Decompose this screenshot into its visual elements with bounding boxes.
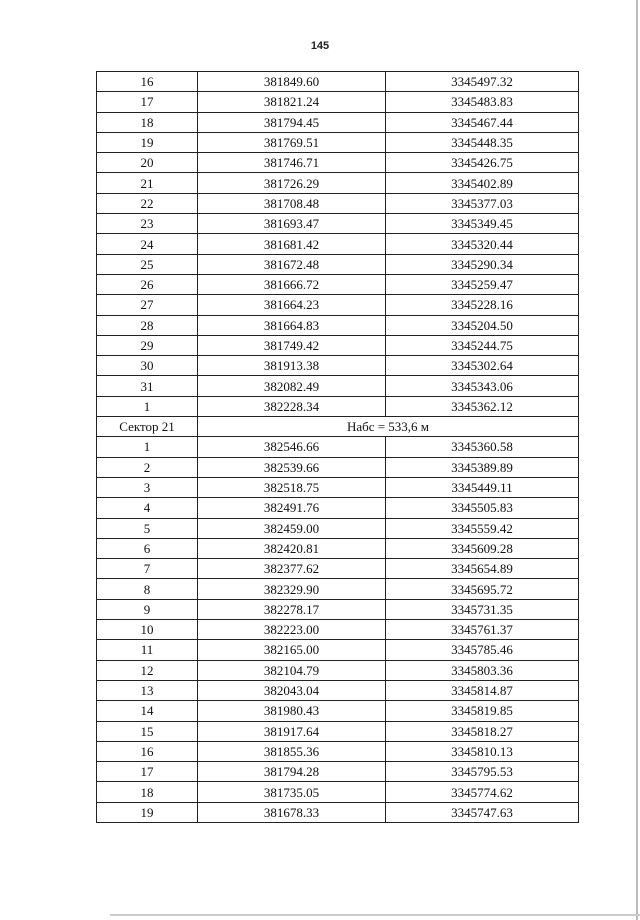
coordinate-x: 381708.48 bbox=[198, 193, 386, 213]
coordinate-y: 3345654.89 bbox=[386, 559, 579, 579]
point-number: 10 bbox=[97, 620, 198, 640]
coordinate-y: 3345810.13 bbox=[386, 741, 579, 761]
table-row bbox=[97, 741, 579, 761]
coordinate-y: 3345795.53 bbox=[386, 762, 579, 782]
point-number: 19 bbox=[97, 132, 198, 152]
coordinate-x: 381746.71 bbox=[198, 153, 386, 173]
point-number: 17 bbox=[97, 92, 198, 112]
coordinate-y: 3345803.36 bbox=[386, 660, 579, 680]
coordinate-x: 381917.64 bbox=[198, 721, 386, 741]
table-row bbox=[97, 132, 579, 152]
sector-absolute-height: Набс = 533,6 м bbox=[198, 417, 579, 437]
coordinate-x: 381749.42 bbox=[198, 335, 386, 355]
coordinate-x: 381664.83 bbox=[198, 315, 386, 335]
point-number: 9 bbox=[97, 599, 198, 619]
coordinate-x: 382165.00 bbox=[198, 640, 386, 660]
table-row bbox=[97, 721, 579, 741]
coordinates-table bbox=[96, 71, 579, 823]
coordinate-x: 382082.49 bbox=[198, 376, 386, 396]
table-row bbox=[97, 72, 579, 92]
point-number: 23 bbox=[97, 214, 198, 234]
table-row bbox=[97, 782, 579, 802]
table-row bbox=[97, 660, 579, 680]
point-number: 19 bbox=[97, 802, 198, 822]
point-number: 17 bbox=[97, 762, 198, 782]
coordinate-x: 382228.34 bbox=[198, 396, 386, 416]
coordinate-y: 3345818.27 bbox=[386, 721, 579, 741]
point-number: 27 bbox=[97, 295, 198, 315]
coordinate-y: 3345320.44 bbox=[386, 234, 579, 254]
coordinate-x: 382546.66 bbox=[198, 437, 386, 457]
table-row bbox=[97, 356, 579, 376]
coordinate-x: 382329.90 bbox=[198, 579, 386, 599]
coordinate-x: 381849.60 bbox=[198, 72, 386, 92]
coordinate-y: 3345761.37 bbox=[386, 620, 579, 640]
point-number: 30 bbox=[97, 356, 198, 376]
point-number: 20 bbox=[97, 153, 198, 173]
point-number: 6 bbox=[97, 538, 198, 558]
coordinate-x: 382278.17 bbox=[198, 599, 386, 619]
coordinate-x: 382459.00 bbox=[198, 518, 386, 538]
coordinate-x: 381664.23 bbox=[198, 295, 386, 315]
coordinate-y: 3345448.35 bbox=[386, 132, 579, 152]
coordinate-y: 3345785.46 bbox=[386, 640, 579, 660]
coordinate-x: 381681.42 bbox=[198, 234, 386, 254]
point-number: 18 bbox=[97, 782, 198, 802]
table-row bbox=[97, 457, 579, 477]
coordinate-y: 3345483.83 bbox=[386, 92, 579, 112]
coordinate-y: 3345259.47 bbox=[386, 274, 579, 294]
point-number: 1 bbox=[97, 396, 198, 416]
table-row bbox=[97, 315, 579, 335]
table-row bbox=[97, 173, 579, 193]
coordinate-x: 381913.38 bbox=[198, 356, 386, 376]
table-row bbox=[97, 437, 579, 457]
coordinate-y: 3345302.64 bbox=[386, 356, 579, 376]
sector-header-row bbox=[97, 417, 579, 437]
coordinate-y: 3345819.85 bbox=[386, 701, 579, 721]
coordinate-y: 3345362.12 bbox=[386, 396, 579, 416]
coordinate-y: 3345377.03 bbox=[386, 193, 579, 213]
coordinate-y: 3345505.83 bbox=[386, 498, 579, 518]
coordinate-x: 381672.48 bbox=[198, 254, 386, 274]
coordinate-x: 381794.28 bbox=[198, 762, 386, 782]
point-number: 29 bbox=[97, 335, 198, 355]
table-row bbox=[97, 538, 579, 558]
coordinate-y: 3345426.75 bbox=[386, 153, 579, 173]
table-row bbox=[97, 254, 579, 274]
coordinate-y: 3345747.63 bbox=[386, 802, 579, 822]
sector-label: Сектор 21 bbox=[97, 417, 198, 437]
coordinate-x: 381794.45 bbox=[198, 112, 386, 132]
table-row bbox=[97, 396, 579, 416]
coordinate-x: 382539.66 bbox=[198, 457, 386, 477]
coordinate-y: 3345731.35 bbox=[386, 599, 579, 619]
table-row bbox=[97, 498, 579, 518]
coordinate-x: 382043.04 bbox=[198, 680, 386, 700]
table-row bbox=[97, 92, 579, 112]
coordinate-y: 3345695.72 bbox=[386, 579, 579, 599]
point-number: 16 bbox=[97, 741, 198, 761]
coordinate-x: 381855.36 bbox=[198, 741, 386, 761]
point-number: 7 bbox=[97, 559, 198, 579]
table-row bbox=[97, 214, 579, 234]
table-row bbox=[97, 579, 579, 599]
coordinate-y: 3345349.45 bbox=[386, 214, 579, 234]
table-row bbox=[97, 599, 579, 619]
coordinate-x: 381726.29 bbox=[198, 173, 386, 193]
point-number: 31 bbox=[97, 376, 198, 396]
coordinate-y: 3345559.42 bbox=[386, 518, 579, 538]
table-row bbox=[97, 762, 579, 782]
coordinate-x: 381666.72 bbox=[198, 274, 386, 294]
coordinates-table-body-top bbox=[97, 72, 579, 417]
table-row bbox=[97, 274, 579, 294]
point-number: 2 bbox=[97, 457, 198, 477]
page-number: 145 bbox=[310, 40, 330, 52]
coordinate-x: 382491.76 bbox=[198, 498, 386, 518]
point-number: 1 bbox=[97, 437, 198, 457]
coordinate-y: 3345244.75 bbox=[386, 335, 579, 355]
coordinate-x: 382518.75 bbox=[198, 477, 386, 497]
coordinate-x: 382377.62 bbox=[198, 559, 386, 579]
point-number: 8 bbox=[97, 579, 198, 599]
coordinate-y: 3345343.06 bbox=[386, 376, 579, 396]
table-row bbox=[97, 193, 579, 213]
table-row bbox=[97, 680, 579, 700]
coordinates-table-body-bottom bbox=[97, 437, 579, 823]
table-row bbox=[97, 701, 579, 721]
table-row bbox=[97, 112, 579, 132]
coordinate-y: 3345609.28 bbox=[386, 538, 579, 558]
scan-edge-right bbox=[636, 0, 638, 920]
point-number: 5 bbox=[97, 518, 198, 538]
point-number: 22 bbox=[97, 193, 198, 213]
table-row bbox=[97, 335, 579, 355]
coordinate-x: 381821.24 bbox=[198, 92, 386, 112]
table-row bbox=[97, 477, 579, 497]
point-number: 3 bbox=[97, 477, 198, 497]
table-row bbox=[97, 234, 579, 254]
sector-header-group bbox=[97, 417, 579, 437]
coordinate-x: 382420.81 bbox=[198, 538, 386, 558]
point-number: 21 bbox=[97, 173, 198, 193]
table-row bbox=[97, 518, 579, 538]
coordinate-y: 3345774.62 bbox=[386, 782, 579, 802]
coordinate-y: 3345360.58 bbox=[386, 437, 579, 457]
table-row bbox=[97, 559, 579, 579]
point-number: 26 bbox=[97, 274, 198, 294]
point-number: 24 bbox=[97, 234, 198, 254]
table-row bbox=[97, 295, 579, 315]
coordinate-x: 381693.47 bbox=[198, 214, 386, 234]
coordinate-y: 3345204.50 bbox=[386, 315, 579, 335]
coordinate-y: 3345290.34 bbox=[386, 254, 579, 274]
table-row bbox=[97, 640, 579, 660]
table-row bbox=[97, 802, 579, 822]
point-number: 12 bbox=[97, 660, 198, 680]
point-number: 11 bbox=[97, 640, 198, 660]
coordinate-y: 3345467.44 bbox=[386, 112, 579, 132]
coordinate-y: 3345389.89 bbox=[386, 457, 579, 477]
coordinate-x: 382104.79 bbox=[198, 660, 386, 680]
coordinate-y: 3345449.11 bbox=[386, 477, 579, 497]
point-number: 15 bbox=[97, 721, 198, 741]
table-row bbox=[97, 153, 579, 173]
point-number: 16 bbox=[97, 72, 198, 92]
coordinate-y: 3345497.32 bbox=[386, 72, 579, 92]
table-row bbox=[97, 620, 579, 640]
point-number: 18 bbox=[97, 112, 198, 132]
coordinate-x: 381735.05 bbox=[198, 782, 386, 802]
coordinate-y: 3345228.16 bbox=[386, 295, 579, 315]
point-number: 28 bbox=[97, 315, 198, 335]
coordinate-x: 382223.00 bbox=[198, 620, 386, 640]
point-number: 13 bbox=[97, 680, 198, 700]
point-number: 14 bbox=[97, 701, 198, 721]
coordinate-x: 381980.43 bbox=[198, 701, 386, 721]
coordinate-x: 381769.51 bbox=[198, 132, 386, 152]
coordinate-y: 3345814.87 bbox=[386, 680, 579, 700]
point-number: 4 bbox=[97, 498, 198, 518]
point-number: 25 bbox=[97, 254, 198, 274]
scan-edge-bottom bbox=[110, 914, 640, 916]
coordinate-x: 381678.33 bbox=[198, 802, 386, 822]
coordinate-y: 3345402.89 bbox=[386, 173, 579, 193]
table-row bbox=[97, 376, 579, 396]
